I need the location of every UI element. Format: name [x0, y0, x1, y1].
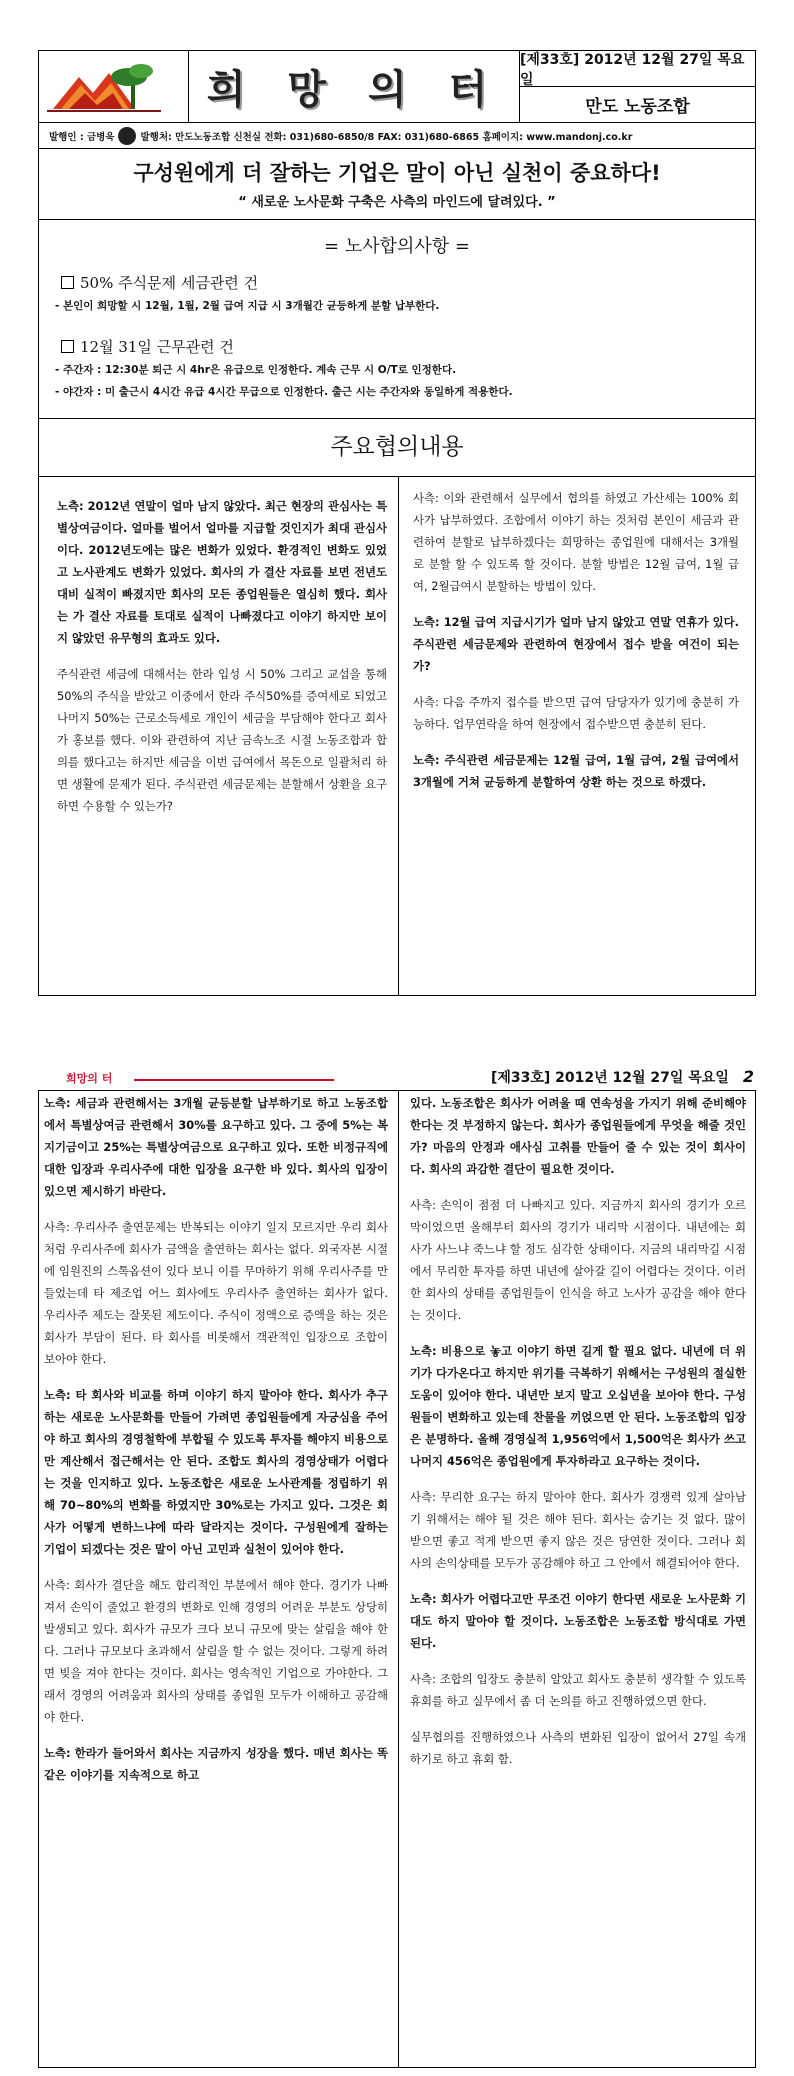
discussion-paragraph: 사측: 우리사주 출연문제는 반복되는 이야기 일지 모르지만 우리 회사처럼 우리사주에 회사가 금액을 출연하는 회사는 없다. 외국자본 시절에 임원진의 스톡옵션이 있다 보니 이를 무마하기 위해 우리사주를 만들었는데 타 제조업 어느 회사에도 우리사주 출연하는 회사가 없다. 우리사주 제도는 잘못된 제도이다. 주식이 정액으로 증액을 하는 것은 회사가 부담이 된다. 타 회사를 비롯해서 객관적인 입장으로 조합이 보아야 한다.	[44, 1220, 388, 1366]
newsletter-title-text: 희 망 의 터	[206, 66, 502, 113]
discussion-paragraph: 노측: 한라가 들어와서 회사는 지금까지 성장을 했다. 매년 회사는 똑같은 이야기를 지속적으로 하고	[44, 1746, 388, 1782]
publisher-info	[39, 123, 755, 149]
page1-column-right	[413, 487, 739, 807]
agreement-item-line: - 야간자 : 미 출근시 4시간 유급 4시간 무급으로 인정한다. 출근 시는 주간자와 동일하게 적용한다.	[55, 386, 513, 398]
page2-issue-info	[448, 1067, 754, 1087]
discussion-paragraph: 노측: 세금과 관련해서는 3개월 균등분할 납부하기로 하고 노동조합에서 특별상여금 관련해서 30%를 요구하고 있다. 그 중에 5%는 복지기금이고 25%는 특별상여금으로 요구하고 있다. 또한 비정규직에 대한 입장과 우리사주에 대한 입장을 요구한 바 있다. 회사의 입장이 있으면 제시하기 바란다.	[44, 1096, 388, 1198]
union-logo	[39, 51, 189, 123]
discussion-paragraph: 노측: 회사가 어렵다고만 무조건 이야기 한다면 새로운 노사문화 기대도 하지 말아야 할 것이다. 노동조합은 노동조합 방식대로 가면 된다.	[410, 1592, 746, 1650]
issue-info: [제33호] 2012년 12월 27일 목요일	[519, 51, 755, 87]
headline: 구성원에게 더 잘하는 기업은 말이 아닌 실천이 중요하다!	[133, 161, 661, 185]
union-name: 만도 노동조합	[519, 87, 755, 123]
newsletter-page-1	[38, 50, 756, 996]
agreement-item-heading-text: 50% 주식문제 세금관련 건	[80, 274, 259, 292]
page-number: 2	[742, 1067, 754, 1086]
square-bullet-icon	[61, 340, 74, 353]
agreement-item-line: - 주간자 : 12:30분 퇴근 시 4hr은 유급으로 인정한다. 계속 근무 시 O/T로 인정한다.	[55, 364, 457, 376]
page2-column-left	[44, 1092, 388, 1800]
page2-column-right	[410, 1092, 746, 1784]
discussion-paragraph: 사측: 손익이 점점 더 나빠지고 있다. 지금까지 회사의 경기가 오르막이었으면 올해부터 회사의 경기가 내리막 시점이다. 내년에는 회사가 사느냐 죽느냐 할 정도 심각한 상태이다. 지금의 내리막길 시점에서 무리한 투자를 하면 내년에 살아갈 길이 어렵다는 것이다. 이러한 회사의 상태를 종업원들이 인식을 하고 노사가 공감을 해야 한다는 것이다.	[410, 1198, 746, 1322]
discussion-paragraph: 사측: 조합의 입장도 충분히 알았고 회사도 충분히 생각할 수 있도록 휴회를 하고 실무에서 좀 더 논의를 하고 진행하였으면 한다.	[410, 1672, 746, 1708]
discussion-paragraph: 사측: 무리한 요구는 하지 말아야 한다. 회사가 경쟁력 있게 살아남기 위해서는 해야 될 것은 해야 된다. 회사는 숨기는 것 없다. 많이 받으면 좋고 적게 받으면 좋지 않은 것은 당연한 것이다. 그러나 회사의 손익상태를 모두가 공감해야 하고 그 안에서 해결되어야 한다.	[410, 1490, 746, 1570]
publisher-name: 발행인 : 금병욱	[49, 131, 115, 143]
page2-issue-text: [제33호] 2012년 12월 27일 목요일	[490, 1070, 729, 1086]
discussion-paragraph: 노측: 주식관련 세금문제는 12월 급여, 1월 급여, 2월 급여에서 3개월에 거쳐 균등하게 분할하여 상환 하는 것으로 하겠다.	[413, 753, 739, 789]
discussion-paragraph: 노측: 2012년 연말이 얼마 남지 않았다. 최근 현장의 관심사는 특별상여금이다. 얼마를 벌어서 얼마를 지급할 것인지가 최대 관심사이다. 2012년도에는 많은 변화가 있었다. 환경적인 변화도 있었고 노사관계도 변화가 있었다. 회사의 가 결산 자료를 보면 전년도 대비 실적이 빠졌지만 회사의 모든 종업원들은 열심히 했다. 회사는 가 결산 자료를 토대로 실적이 나빠졌다고 이야기 하지만 보이지 않았던 유무형의 효과도 있다.	[57, 499, 387, 645]
discussion-paragraph: 노측: 12월 급여 지급시기가 얼마 남지 않았고 연말 연휴가 있다. 주식관련 세금문제와 관련하여 현장에서 접수 받을 여건이 되는가?	[413, 615, 739, 673]
mountain-tree-logo-icon	[39, 51, 187, 121]
page2-header-rule	[134, 1079, 334, 1081]
seal-icon	[118, 127, 136, 145]
agreements-title: = 노사합의사항 =	[324, 236, 470, 257]
newsletter-title	[189, 51, 519, 123]
discussion-paragraph: 노측: 타 회사와 비교를 하며 이야기 하지 말아야 한다. 회사가 추구하는 새로운 노사문화를 만들어 가려면 종업원들에게 자긍심을 주어야 하고 회사의 경영철학에 부합될 수 있도록 투자를 해야지 비용으로만 계산해서 접근해서는 안 된다. 조합도 회사의 경영상태가 어렵다는 것을 인지하고 있다. 노동조합은 새로운 노사관계를 정립하기 위해 70~80%의 변화를 하였지만 30%로는 가지고 있다. 그것은 회사가 어떻게 변하느냐에 따라 달라지는 것이다. 구성원에게 잘하는 기업이 되겠다는 것은 말이 아닌 고민과 실천이 있어야 한다.	[44, 1388, 388, 1556]
column-divider	[398, 477, 399, 995]
agreement-item-heading	[61, 272, 258, 293]
newsletter-page-2	[38, 1067, 756, 2068]
discussion-paragraph: 있다. 노동조합은 회사가 어려울 때 연속성을 가지기 위해 준비해야 한다는 것 부정하지 않는다. 회사가 종업원들에게 무엇을 해줄 것인가? 마음의 안정과 애사심 고취를 만들어 줄 수 있는 것이 회사이다. 회사의 과감한 결단이 필요한 것이다.	[410, 1096, 746, 1176]
square-bullet-icon	[61, 276, 74, 289]
discussion-paragraph: 주식관련 세금에 대해서는 한라 입성 시 50% 그리고 교섭을 통해 50%의 주식을 받았고 이중에서 한라 주식50%를 증여세로 되었고 나머지 50%는 근로소득세로 개인이 세금을 부담해야 한다고 회사가 홍보를 했다. 이와 관련하여 지난 금속노조 시절 노동조합과 합의를 했다고는 하지만 세금을 이번 급여에서 목돈으로 일괄처리 하면 생활에 문제가 된다. 주식관련 세금문제는 분할해서 상환을 요구하면 수용할 수 있는가?	[57, 667, 387, 813]
discussion-paragraph: 실무협의를 진행하였으나 사측의 변화된 입장이 없어서 27일 속개하기로 하고 휴회 함.	[410, 1730, 746, 1766]
discussion-paragraph: 사측: 회사가 결단을 해도 합리적인 부분에서 해야 한다. 경기가 나빠져서 손익이 줄었고 환경의 변화로 인해 경영의 어려운 부분도 상당히 발생되고 있다. 회사가 규모가 크다 보니 규모에 맞는 살림을 해야 한다. 그러나 규모보다 초과해서 살림을 할 수 없는 것이다. 그렇게 하려면 빚을 져야 한다는 것이다. 회사는 영속적인 기업으로 가야한다. 그래서 경영의 어려움과 회사의 상태를 종업원 모두가 이해하고 공감해야 한다.	[44, 1578, 388, 1724]
agreements-section	[39, 219, 755, 419]
discussion-paragraph: 노측: 비용으로 놓고 이야기 하면 길게 할 필요 없다. 내년에 더 위기가 다가온다고 하지만 위기를 극복하기 위해서는 구성원의 절실한 도움이 있어야 한다. 내년만 보지 말고 오십년을 보아야 한다. 구성원들이 변화하고 있는데 찬물을 끼얹으면 안 된다. 노동조합의 입장은 분명하다. 올해 경영실적 1,956억에서 1,500억은 회사가 쓰고 나머지 456억은 종업원에게 투자하라고 요구하는 것이다.	[410, 1344, 746, 1468]
publisher-contact: 발행처: 만도노동조합 신천실 전화: 031)680-6850/8 FAX: 031)680-6865 홈페이지: www.mandonj.co.kr	[140, 131, 633, 143]
agreement-item-heading	[61, 336, 234, 357]
main-discussion-title: 주요협의내용	[39, 419, 755, 477]
column-divider	[398, 1090, 399, 2068]
subheadline: “ 새로운 노사문화 구축은 사측의 마인드에 달려있다. ”	[238, 195, 556, 210]
agreement-item-heading-text: 12월 31일 근무관련 건	[80, 338, 234, 356]
discussion-paragraph: 사측: 다음 주까지 접수를 받으면 급여 담당자가 있기에 충분히 가능하다. 업무연락을 하여 현장에서 접수받으면 충분히 된다.	[413, 695, 739, 731]
page1-column-left	[57, 495, 387, 831]
discussion-paragraph: 사측: 이와 관련해서 실무에서 협의를 하였고 가산세는 100% 회사가 납부하였다. 조합에서 이야기 하는 것처럼 본인이 세금과 관련하여 분할로 납부하겠다는 희망하는 종업원에 대해서는 3개월로 분할 할 수 있도록 할 것이다. 분할 방법은 12월 급여, 1월 급여, 2월급여시 분할하는 방법이 있다.	[413, 491, 739, 593]
page2-brand: 희망의 터	[66, 1072, 113, 1085]
agreement-item-line: - 본인이 희망할 시 12월, 1월, 2월 급여 지급 시 3개월간 균등하게 분할 납부한다.	[55, 300, 440, 312]
